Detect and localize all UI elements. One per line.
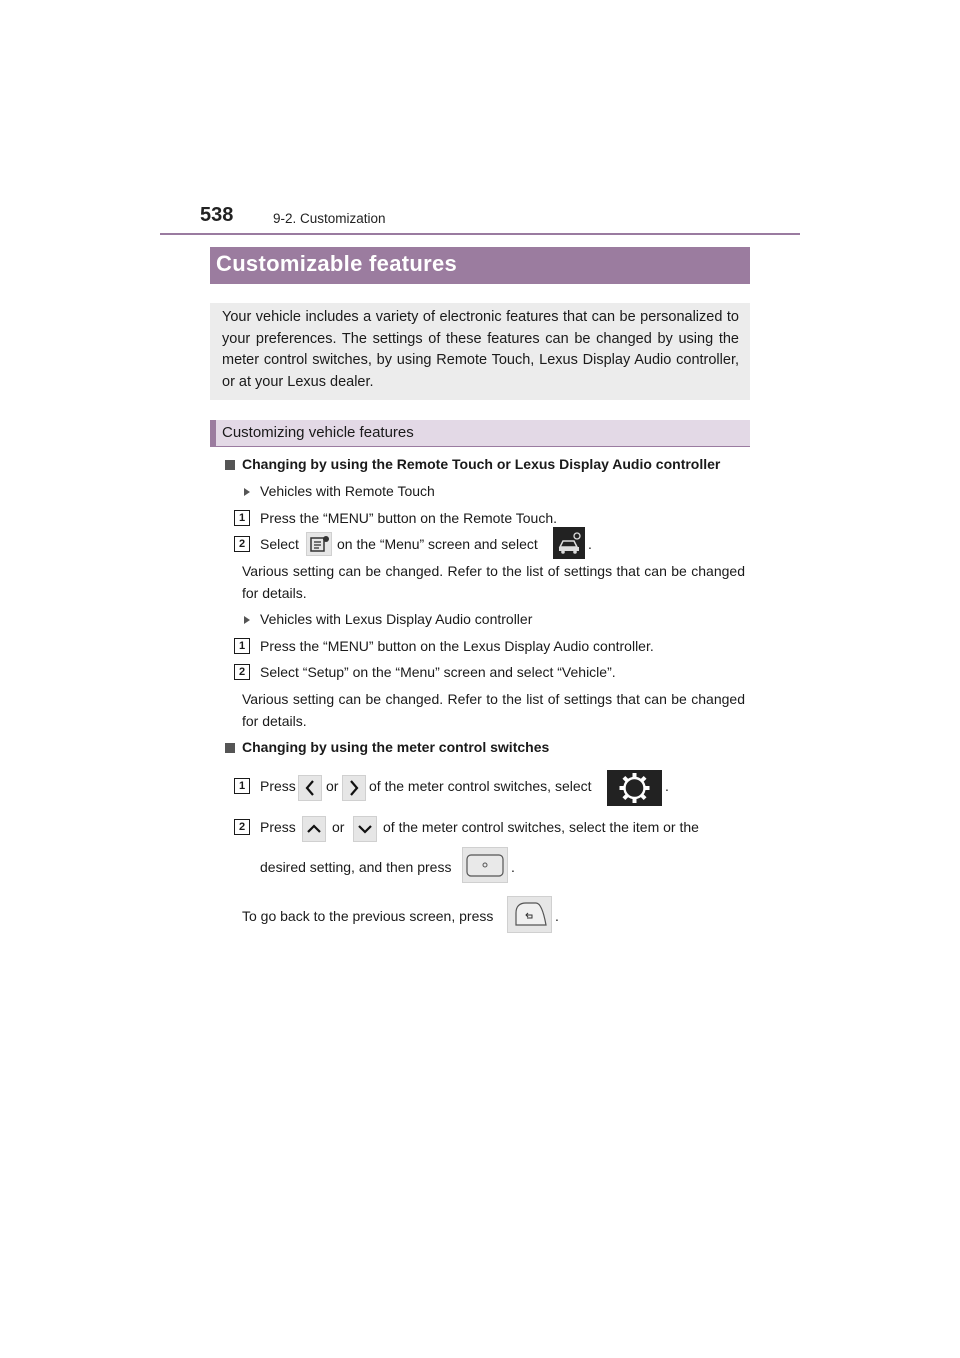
section2-heading: Changing by using the meter control switches bbox=[242, 739, 550, 755]
step-number: 1 bbox=[234, 638, 250, 654]
remote-touch-note: Various setting can be changed. Refer to the list of settings that can be changed for details. bbox=[242, 563, 745, 601]
meter-step2-end: . bbox=[511, 859, 515, 875]
ok-button-icon bbox=[462, 847, 508, 883]
setup-icon bbox=[306, 532, 332, 556]
display-audio-label: Vehicles with Lexus Display Audio controller bbox=[260, 611, 533, 627]
vehicle-icon bbox=[553, 527, 585, 559]
section1-heading: Changing by using the Remote Touch or Lexus Display Audio controller bbox=[242, 456, 721, 472]
chevron-left-icon bbox=[298, 775, 322, 801]
display-audio-step1: Press the “MENU” button on the Lexus Display Audio controller. bbox=[260, 638, 654, 654]
page-title: Customizable features bbox=[216, 251, 458, 276]
meter-step2-b: of the meter control switches, select the item or the bbox=[383, 819, 699, 835]
subsection-title: Customizing vehicle features bbox=[222, 424, 414, 441]
meter-step2-or: or bbox=[332, 819, 345, 835]
step-number: 1 bbox=[234, 510, 250, 526]
triangle-bullet bbox=[244, 616, 250, 624]
back-text: To go back to the previous screen, press bbox=[242, 908, 494, 924]
gear-icon bbox=[607, 770, 662, 806]
section-reference: 9-2. Customization bbox=[273, 211, 386, 226]
meter-step1-or: or bbox=[326, 778, 339, 794]
display-audio-step2: Select “Setup” on the “Menu” screen and select “Vehicle”. bbox=[260, 664, 616, 680]
meter-step1-end: . bbox=[665, 778, 669, 794]
triangle-bullet bbox=[244, 488, 250, 496]
back-end: . bbox=[555, 908, 559, 924]
page-number: 538 bbox=[200, 204, 234, 226]
meter-step1-a: Press bbox=[260, 778, 296, 794]
meter-step2-a: Press bbox=[260, 819, 296, 835]
remote-touch-step1: Press the “MENU” button on the Remote Touch. bbox=[260, 510, 557, 526]
heading-bullet bbox=[225, 460, 235, 470]
step-number: 2 bbox=[234, 536, 250, 552]
step-number: 2 bbox=[234, 664, 250, 680]
header-rule bbox=[160, 233, 800, 235]
chevron-right-icon bbox=[342, 775, 366, 801]
back-button-icon bbox=[507, 896, 552, 933]
remote-touch-label: Vehicles with Remote Touch bbox=[260, 483, 435, 499]
intro-text: Your vehicle includes a variety of electronic features that can be personalized to your preferences. The settings of these features can be changed by using the meter control switches, by using Remote Touch, Lexus Display Audio controller, or at your Lexus dealer. bbox=[222, 309, 739, 391]
heading-bullet bbox=[225, 743, 235, 753]
subsection-accent bbox=[210, 420, 216, 447]
remote-touch-step2-b: on the “Menu” screen and select bbox=[337, 536, 538, 552]
meter-step1-b: of the meter control switches, select bbox=[369, 778, 592, 794]
step-number: 1 bbox=[234, 778, 250, 794]
chevron-down-icon bbox=[353, 816, 377, 842]
display-audio-note: Various setting can be changed. Refer to the list of settings that can be changed for details. bbox=[242, 691, 745, 729]
chevron-up-icon bbox=[302, 816, 326, 842]
remote-touch-step2-a: Select bbox=[260, 536, 299, 552]
meter-step2-c: desired setting, and then press bbox=[260, 859, 452, 875]
remote-touch-step2-c: . bbox=[588, 536, 592, 552]
step-number: 2 bbox=[234, 819, 250, 835]
